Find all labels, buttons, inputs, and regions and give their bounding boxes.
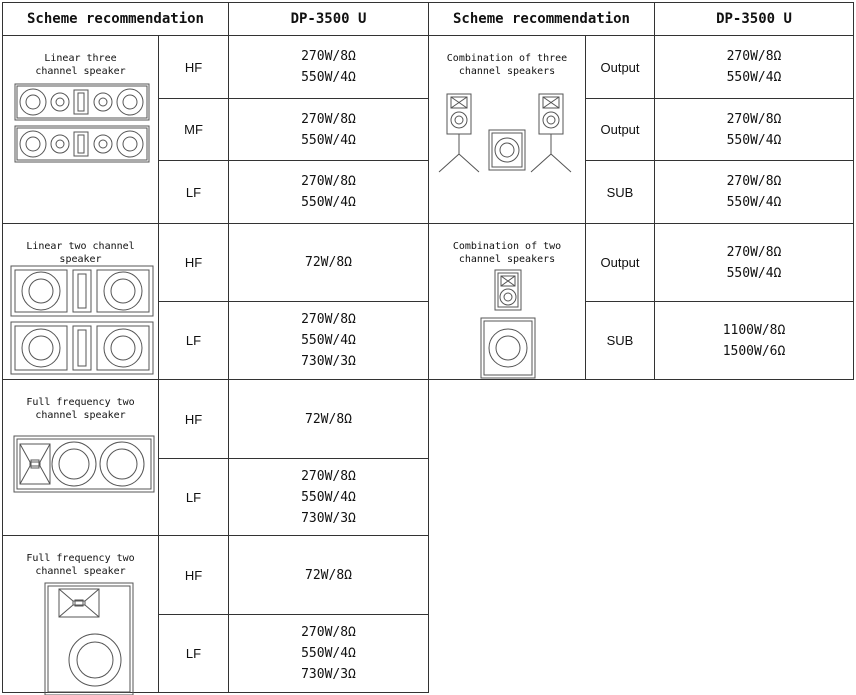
right-model-header: DP-3500 U (654, 2, 854, 36)
power-rating: 270W/8Ω 550W/4Ω 730W/3Ω (228, 301, 429, 380)
right-scheme-header: Scheme recommendation (428, 2, 655, 36)
power-rating: 270W/8Ω 550W/4Ω (228, 98, 429, 161)
power-rating: 72W/8Ω (228, 379, 429, 459)
three-channel-combination-description (428, 35, 586, 224)
power-rating: 270W/8Ω 550W/4Ω 730W/3Ω (228, 614, 429, 693)
full-frequency-horizontal-speaker-icon (14, 436, 154, 492)
linear-three-channel-description (2, 35, 159, 224)
channel-label: SUB (585, 301, 655, 380)
channel-label: HF (158, 223, 229, 302)
power-rating: 72W/8Ω (228, 535, 429, 615)
channel-label: LF (158, 614, 229, 693)
power-rating: 270W/8Ω 550W/4Ω (654, 35, 854, 99)
channel-label: HF (158, 35, 229, 99)
channel-label: HF (158, 535, 229, 615)
channel-label: LF (158, 160, 229, 224)
channel-label: SUB (585, 160, 655, 224)
left-scheme-header: Scheme recommendation (2, 2, 229, 36)
two-channel-combination-speaker-icon (481, 270, 537, 378)
full-frequency-horizontal-title: Full frequency two channel speaker (26, 397, 135, 421)
power-rating: 270W/8Ω 550W/4Ω (654, 160, 854, 224)
two-channel-combination-title: Combination of two channel speakers (452, 241, 562, 265)
full-frequency-vertical-description (2, 535, 159, 693)
power-rating: 1100W/8Ω 1500W/6Ω (654, 301, 854, 380)
linear-two-channel-description (2, 223, 159, 380)
linear-three-channel-title: Linear three channel speaker (35, 53, 126, 77)
two-channel-combination-description (428, 223, 586, 380)
power-rating: 270W/8Ω 550W/4Ω (228, 160, 429, 224)
three-channel-combination-speaker-icon (435, 92, 581, 174)
power-rating: 270W/8Ω 550W/4Ω (228, 35, 429, 99)
full-frequency-horizontal-description (2, 379, 159, 536)
channel-label: LF (158, 458, 229, 536)
channel-label: Output (585, 98, 655, 161)
channel-label: LF (158, 301, 229, 380)
full-frequency-vertical-title: Full frequency two channel speaker (26, 553, 135, 577)
power-rating: 270W/8Ω 550W/4Ω (654, 98, 854, 161)
channel-label: Output (585, 35, 655, 99)
channel-label: HF (158, 379, 229, 459)
linear-two-channel-title: Linear two channel speaker (26, 241, 135, 265)
power-rating: 270W/8Ω 550W/4Ω (654, 223, 854, 302)
three-channel-combination-title: Combination of three channel speakers (446, 53, 568, 77)
linear-two-channel-speaker-icon (11, 266, 153, 374)
full-frequency-vertical-speaker-icon (45, 583, 133, 695)
power-rating: 270W/8Ω 550W/4Ω 730W/3Ω (228, 458, 429, 536)
left-model-header: DP-3500 U (228, 2, 429, 36)
channel-label: MF (158, 98, 229, 161)
linear-three-channel-speaker-icon (15, 84, 149, 164)
power-rating: 72W/8Ω (228, 223, 429, 302)
channel-label: Output (585, 223, 655, 302)
